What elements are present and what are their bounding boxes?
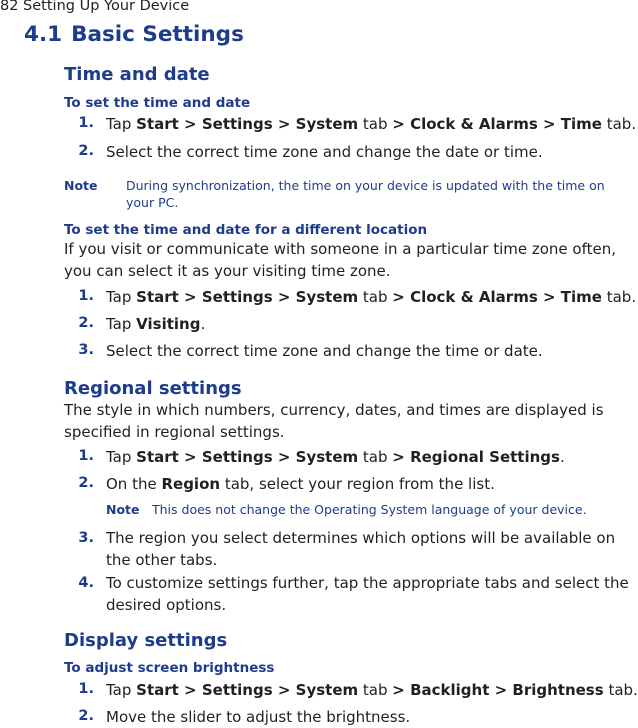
paragraph: If you visit or communicate with someone in a particular time zone often, you can select it as your visiting time zone. [64,240,617,280]
step-text: Tap Start > Settings > System tab > Clock & Alarms > Time tab. [106,288,637,306]
step-number: 2. [78,315,94,331]
step-text: On the Region tab, select your region from the list. [106,475,495,493]
section-heading-display: Display settings [64,630,228,651]
step-text: Move the slider to adjust the brightness. [106,708,411,726]
note-label: Note [64,178,98,193]
step-number: 4. [78,575,94,591]
chapter-number: 4.1 [24,22,63,47]
step-text: Tap Visiting. [106,315,206,333]
chapter-title [24,22,244,47]
step-number: 1. [78,288,94,304]
step-number: 1. [78,115,94,131]
paragraph: The style in which numbers, currency, dates, and times are displayed is specified in regional settings. [64,401,604,441]
note-text: During synchronization, the time on your device is updated with the time on your PC. [126,178,605,210]
step-number: 3. [78,530,94,546]
note-label: Note [106,502,140,517]
step-number: 2. [78,143,94,159]
section-heading-regional: Regional settings [64,378,242,399]
step-number: 3. [78,342,94,358]
note-text: This does not change the Operating System language of your device. [152,502,587,517]
step-text: Tap Start > Settings > System tab > Regional Settings. [106,448,565,466]
step-text: Tap Start > Settings > System tab > Backlight > Brightness tab. [106,681,638,699]
running-head: 82 Setting Up Your Device [0,0,190,14]
step-text: Select the correct time zone and change the time or date. [106,342,543,360]
step-number: 2. [78,475,94,491]
step-text: To customize settings further, tap the appropriate tabs and select the desired options. [106,574,629,614]
step-text: Tap Start > Settings > System tab > Clock & Alarms > Time tab. [106,115,637,133]
step-text: The region you select determines which options will be available on the other tabs. [106,529,616,569]
step-number: 2. [78,708,94,724]
subheading-different-location: To set the time and date for a different location [64,222,428,238]
step-text: Select the correct time zone and change the date or time. [106,143,543,161]
subheading-set-time-date: To set the time and date [64,95,251,111]
step-number: 1. [78,681,94,697]
section-heading-time-date: Time and date [64,64,210,85]
step-number: 1. [78,448,94,464]
subheading-brightness: To adjust screen brightness [64,660,275,676]
chapter-title-text: Basic Settings [71,22,244,47]
